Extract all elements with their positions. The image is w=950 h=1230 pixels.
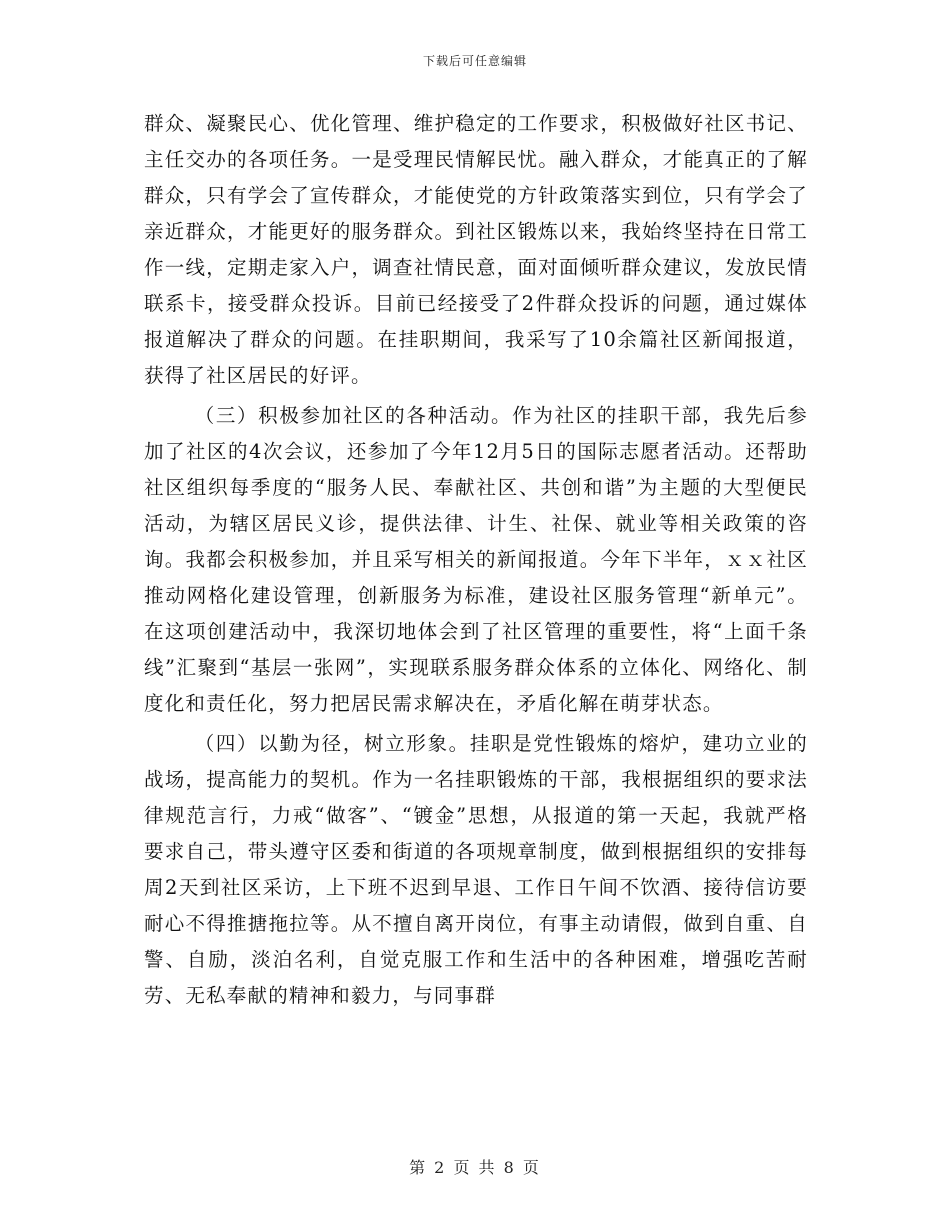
page-header: 下载后可任意编辑 — [422, 54, 527, 68]
paragraph-continued: 群众、凝聚民心、优化管理、维护稳定的工作要求，积极做好社区书记、主任交办的各项任务。一是受理民情解民忧。融入群众，才能真正的了解群众，只有学会了宣传群众，才能使党的方针政策落实到位，只有学会了亲近群众，才能更好的服务群众。到社区锻炼以来，我始终坚持在日常工作一线，定期走家入户，调查社情民意，面对面倾听群众建议，发放民情联系卡，接受群众投诉。目前已经接受了2件群众投诉的问题，通过媒体报道解决了群众的问题。在挂职期间，我采写了10余篇社区新闻报道，获得了社区居民的好评。 — [144, 112, 808, 387]
paragraph-section-three: （三）积极参加社区的各种活动。作为社区的挂职干部，我先后参加了社区的4次会议，还参加了今年12月5日的国际志愿者活动。还帮助社区组织每季度的“服务人民、奉献社区、共创和谐”为主题的大型便民活动，为辖区居民义诊，提供法律、计生、社保、就业等相关政策的咨询。我都会积极参加，并且采写相关的新闻报道。今年下半年，ｘｘ社区推动网格化建设管理，创新服务为标准，建设社区服务管理“新单元”。在这项创建活动中，我深切地体会到了社区管理的重要性，将“上面千条线”汇聚到“基层一张网”，实现联系服务群众体系的立体化、网络化、制度化和责任化，努力把居民需求解决在，矛盾化解在萌芽状态。 — [144, 404, 808, 715]
page-number-footer: 第 2 页 共 8 页 — [409, 1158, 541, 1177]
document-body — [144, 106, 808, 1014]
paragraph-section-four: （四）以勤为径，树立形象。挂职是党性锻炼的熔炉，建功立业的战场，提高能力的契机。作为一名挂职锻炼的干部，我根据组织的要求法律规范言行，力戒“做客”、“镀金”思想，从报道的第一天起，我就严格要求自己，带头遵守区委和街道的各项规章制度，做到根据组织的安排每周2天到社区采访，上下班不迟到早退、工作日午间不饮酒、接待信访要耐心不得推搪拖拉等。从不擅自离开岗位，有事主动请假，做到自重、自警、自励，淡泊名利，自觉克服工作和生活中的各种困难，增强吃苦耐劳、无私奉献的精神和毅力，与同事群 — [144, 732, 808, 1007]
